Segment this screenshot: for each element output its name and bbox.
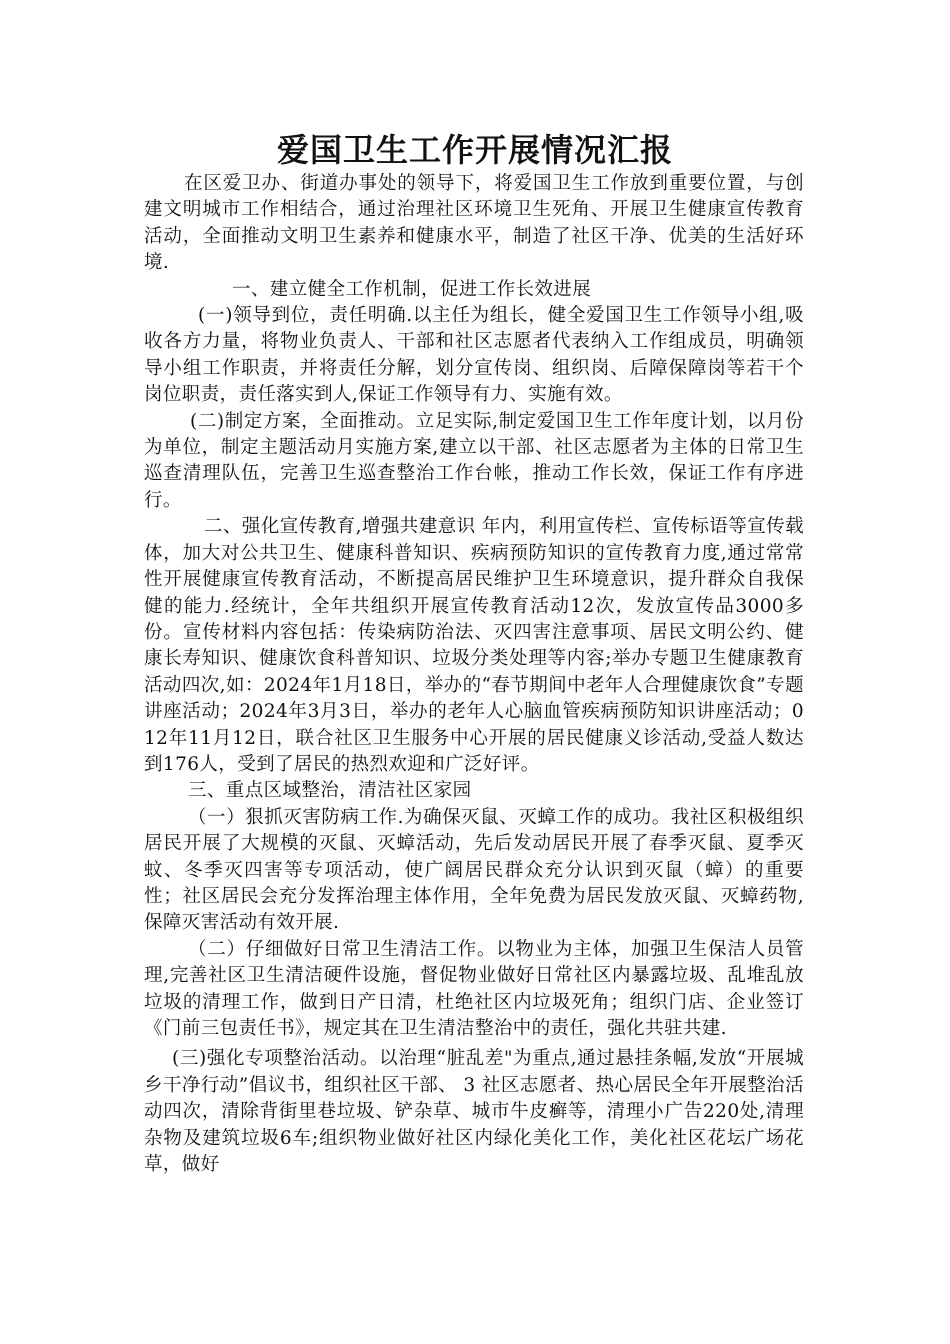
- subsection-paragraph-1-1: (一)领导到位，责任明确.以主任为组长，健全爱国卫生工作领导小组,吸收各方力量，将物业负责人、干部和社区志愿者代表纳入工作组成员，明确领导小组工作职责，并将责任分解，划分宣传岗、组织岗、后障保障岗等若干个岗位职责，责任落实到人,保证工作领导有力、实施有效。: [144, 305, 804, 406]
- section-heading-3: 三、重点区域整治，清洁社区家园: [188, 780, 472, 802]
- intro-paragraph: 在区爱卫办、街道办事处的领导下，将爱国卫生工作放到重要位置，与创建文明城市工作相结合，通过治理社区环境卫生死角、开展卫生健康宣传教育活动，全面推动文明卫生素养和健康水平，制造了社区干净、优美的生活好环境.: [144, 173, 804, 274]
- document-title: 爱国卫生工作开展情况汇报: [276, 131, 673, 169]
- subsection-paragraph-1-2: (二)制定方案，全面推动。立足实际,制定爱国卫生工作年度计划，以月份为单位，制定主题活动月实施方案,建立以干部、社区志愿者为主体的日常卫生巡查清理队伍，完善卫生巡查整治工作台帐，推动工作长效，保证工作有序进行。: [144, 410, 804, 511]
- section-heading-1: 一、建立健全工作机制，促进工作长效进展: [232, 278, 592, 300]
- subsection-paragraph-3-3: (三)强化专项整治活动。以治理“脏乱差"为重点,通过悬挂条幅,发放“开展城乡干净行动”倡议书，组织社区干部、 3 社区志愿者、热心居民全年开展整治活动四次，清除背街里巷垃圾、铲杂草、城市牛皮癣等，清理小广告220处,清理杂物及建筑垃圾6车;组织物业做好社区内绿化美化工作，美化社区花坛广场花草，做好: [144, 1048, 804, 1176]
- document-body: [144, 171, 804, 1178]
- section-paragraph-2: 二、强化宣传教育,增强共建意识 年内，利用宣传栏、宣传标语等宣传载体，加大对公共卫生、健康科普知识、疾病预防知识的宣传教育力度,通过常常性开展健康宣传教育活动，不断提高居民维护卫生环境意识，提升群众自我保健的能力.经统计，全年共组织开展宣传教育活动12次，发放宣传品3000多份。宣传材料内容包括：传染病防治法、灭四害注意事项、居民文明公约、健康长寿知识、健康饮食科普知识、垃圾分类处理等内容;举办专题卫生健康教育活动四次,如：2024年1月18日，举办的“春节期间中老年人合理健康饮食”专题讲座活动；2024年3月3日，举办的老年人心脑血管疾病预防知识讲座活动；012年11月12日，联合社区卫生服务中心开展的居民健康义诊活动,受益人数达到176人，受到了居民的热烈欢迎和广泛好评。: [144, 516, 804, 775]
- subsection-paragraph-3-1: （一）狠抓灭害防病工作.为确保灭鼠、灭蟑工作的成功。我社区积极组织居民开展了大规模的灭鼠、灭蟑活动，先后发动居民开展了春季灭鼠、夏季灭蚊、冬季灭四害等专项活动，使广阔居民群众充分认识到灭鼠（蟑）的重要性；社区居民会充分发挥治理主体作用，全年免费为居民发放灭鼠、灭蟑药物,保障灭害活动有效开展.: [144, 806, 804, 934]
- subsection-paragraph-3-2: （二）仔细做好日常卫生清洁工作。以物业为主体，加强卫生保洁人员管理,完善社区卫生清洁硬件设施，督促物业做好日常社区内暴露垃圾、乱堆乱放垃圾的清理工作，做到日产日清，杜绝社区内垃圾死角；组织门店、企业签订《门前三包责任书》，规定其在卫生清洁整治中的责任，强化共驻共建.: [144, 938, 804, 1039]
